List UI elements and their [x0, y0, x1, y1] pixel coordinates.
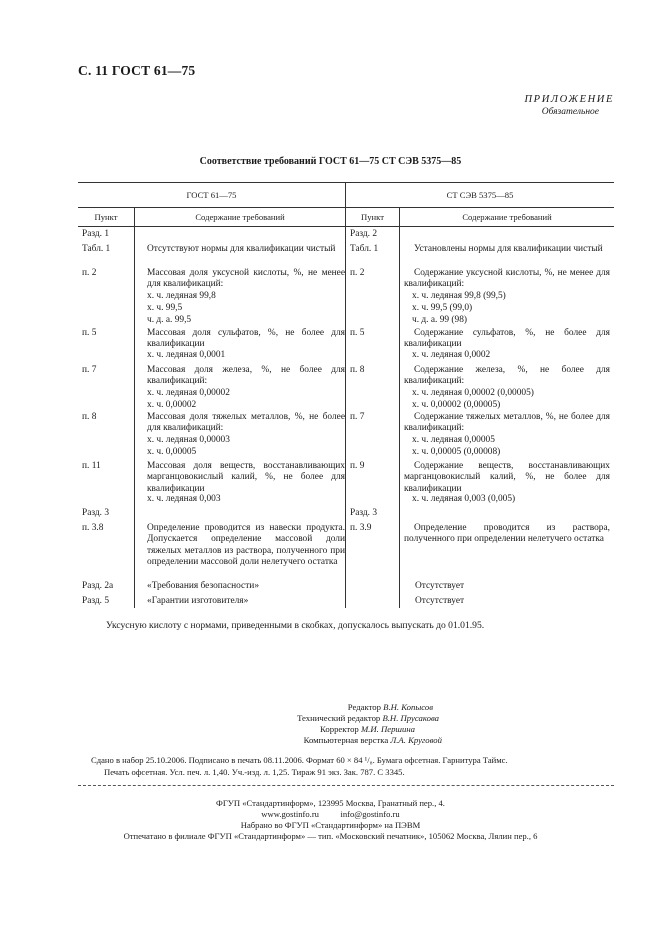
table-cell: х. ч. ледяная 0,003	[147, 494, 221, 504]
page-header: С. 11 ГОСТ 61—75	[78, 63, 196, 78]
credit-label: Компьютерная верстка	[303, 735, 389, 745]
table-cell: х. ч. ледяная 99,8 (99,5)	[412, 291, 506, 301]
table-cell: Отсутствует	[415, 596, 465, 606]
credit-editor	[348, 702, 433, 712]
table-cell: п. 9	[350, 461, 365, 471]
table-cell: Содержание уксусной кислоты, %, не менее для квалификаций:	[404, 268, 610, 290]
print-info-line-2: Печать офсетная. Усл. печ. л. 1,40. Уч.-изд. л. 1,25. Тираж 91 экз. Зак. 787. С 3345.	[104, 767, 405, 777]
footer-contacts: www.gostinfo.ru info@gostinfo.ru	[261, 809, 400, 819]
table-cell: Содержание железа, %, не более для квалификаций:	[404, 365, 610, 387]
right-point-header: Пункт	[361, 212, 384, 222]
table-cell: х. ч. ледяная 0,00005	[412, 435, 495, 445]
table-cell: Разд. 2	[350, 229, 378, 239]
table-cell: Содержание тяжелых металлов, %, не более для квалификаций:	[404, 412, 610, 434]
table-cell: «Гарантии изготовителя»	[147, 596, 249, 606]
right-column-divider	[399, 207, 400, 608]
column-header-divider	[78, 226, 614, 227]
credit-label: Редактор	[347, 702, 381, 712]
table-cell: п. 5	[82, 328, 97, 338]
left-column-divider	[134, 207, 135, 608]
credit-label: Корректор	[320, 724, 359, 734]
table-cell: х. ч. ледяная 0,00003	[147, 435, 230, 445]
table-cell: ч. д. а. 99 (98)	[412, 315, 468, 325]
table-cell: п. 8	[350, 365, 365, 375]
table-cell: Разд. 1	[82, 229, 110, 239]
footer-printed: Отпечатано в филиале ФГУП «Стандартинформ» — тип. «Московский печатник», 105062 Москва, Лялин пер., 6	[123, 831, 538, 841]
credit-name: Л.А. Круговой	[390, 735, 442, 745]
print-info-line-1: Сдано в набор 25.10.2006. Подписано в печать 08.11.2006. Формат 60 × 84 ¹/₈. Бумага офсетная. Гарнитура Таймс.	[91, 755, 508, 765]
table-cell: х. ч. 0,00002 (0,00005)	[412, 400, 501, 410]
credit-corrector	[320, 724, 415, 734]
footer-publisher: ФГУП «Стандартинформ», 123995 Москва, Гранатный пер., 4.	[216, 798, 445, 808]
table-cell: х. ч. ледяная 99,8	[147, 291, 216, 301]
table-cell: х. ч. ледяная 0,0002	[412, 350, 491, 360]
table-cell: Содержание сульфатов, %, не более для квалификации	[404, 328, 610, 350]
table-cell: х. ч. 99,5	[147, 303, 183, 313]
table-cell: Отсутствует	[415, 581, 465, 591]
table-cell: Отсутствуют нормы для квалификации чистый	[147, 244, 336, 254]
credit-name: В.Н. Копысов	[383, 702, 433, 712]
table-title: Соответствие требований ГОСТ 61—75 СТ СЭВ 5375—85	[199, 156, 462, 167]
table-center-divider	[345, 182, 346, 608]
appendix-subtitle: Обязательное	[541, 107, 599, 117]
table-cell: Разд. 5	[82, 596, 110, 606]
table-cell: Массовая доля уксусной кислоты, %, не менее для квалификаций:	[147, 268, 345, 290]
table-cell: х. ч. 0,00005	[147, 447, 197, 457]
table-cell: х. ч. 99,5 (99,0)	[412, 303, 473, 313]
table-cell: Табл. 1	[350, 244, 379, 254]
table-cell: Установлены нормы для квалификации чистый	[414, 244, 603, 254]
credit-tech-editor	[297, 713, 439, 723]
table-cell: Массовая доля железа, %, не более для квалификаций:	[147, 365, 345, 387]
right-group-header: СТ СЭВ 5375—85	[446, 190, 514, 200]
table-cell: п. 7	[82, 365, 97, 375]
table-cell: Массовая доля сульфатов, %, не более для квалификации	[147, 328, 345, 350]
table-cell: «Требования безопасности»	[147, 581, 260, 591]
table-cell: Массовая доля тяжелых металлов, %, не более для квалификаций:	[147, 412, 345, 434]
table-cell: п. 2	[82, 268, 97, 278]
left-point-header: Пункт	[94, 212, 118, 222]
table-cell: х. ч. ледяная 0,00002	[147, 388, 230, 398]
table-note: Уксусную кислоту с нормами, приведенными в скобках, допускалось выпускать до 01.01.95.	[106, 620, 485, 631]
table-cell: ч. д. а. 99,5	[147, 315, 192, 325]
table-cell: п. 3.8	[82, 523, 104, 533]
table-cell: п. 7	[350, 412, 365, 422]
table-cell: Массовая доля веществ, восстанавливающих марганцовокислый калий, %, не более для квалификации	[147, 461, 345, 494]
table-cell: х. ч. ледяная 0,0001	[147, 350, 226, 360]
group-header-divider	[78, 207, 614, 208]
left-content-header: Содержание требований	[195, 212, 285, 222]
table-cell: Разд. 2а	[82, 581, 114, 591]
table-cell: х. ч. ледяная 0,003 (0,005)	[412, 494, 516, 504]
table-cell: п. 8	[82, 412, 97, 422]
credit-name: В.Н. Прусакова	[382, 713, 439, 723]
table-cell: Определение проводится из навески продукта. Допускается определение массовой доли тяжелых металлов из раствора, полученного при определении массовой доли нелетучего остатка	[147, 523, 345, 568]
table-cell: Содержание веществ, восстанавливающих марганцовокислый калий, %, не более для квалификации	[404, 461, 610, 494]
footer-typeset: Набрано во ФГУП «Стандартинформ» на ПЭВМ	[240, 820, 421, 830]
credit-label: Технический редактор	[297, 713, 381, 723]
table-cell: п. 2	[350, 268, 365, 278]
table-cell: Определение проводится из раствора, полученного при определении нелетучего остатка	[404, 523, 610, 545]
table-cell: х. ч. 0,00005 (0,00008)	[412, 447, 501, 457]
table-cell: Разд. 3	[350, 508, 378, 518]
table-cell: х. ч. 0,00002	[147, 400, 197, 410]
credit-name: М.И. Першина	[360, 724, 415, 734]
table-top-border	[78, 182, 614, 183]
footer-divider	[78, 785, 614, 786]
appendix-title: ПРИЛОЖЕНИЕ	[524, 94, 614, 105]
table-cell: п. 3.9	[350, 523, 372, 533]
left-group-header: ГОСТ 61—75	[186, 190, 237, 200]
table-cell: п. 11	[82, 461, 101, 471]
table-cell: п. 5	[350, 328, 365, 338]
credit-layout	[304, 735, 442, 745]
table-cell: Табл. 1	[82, 244, 111, 254]
right-content-header: Содержание требований	[462, 212, 552, 222]
table-cell: х. ч. ледяная 0,00002 (0,00005)	[412, 388, 534, 398]
table-cell: Разд. 3	[82, 508, 110, 518]
